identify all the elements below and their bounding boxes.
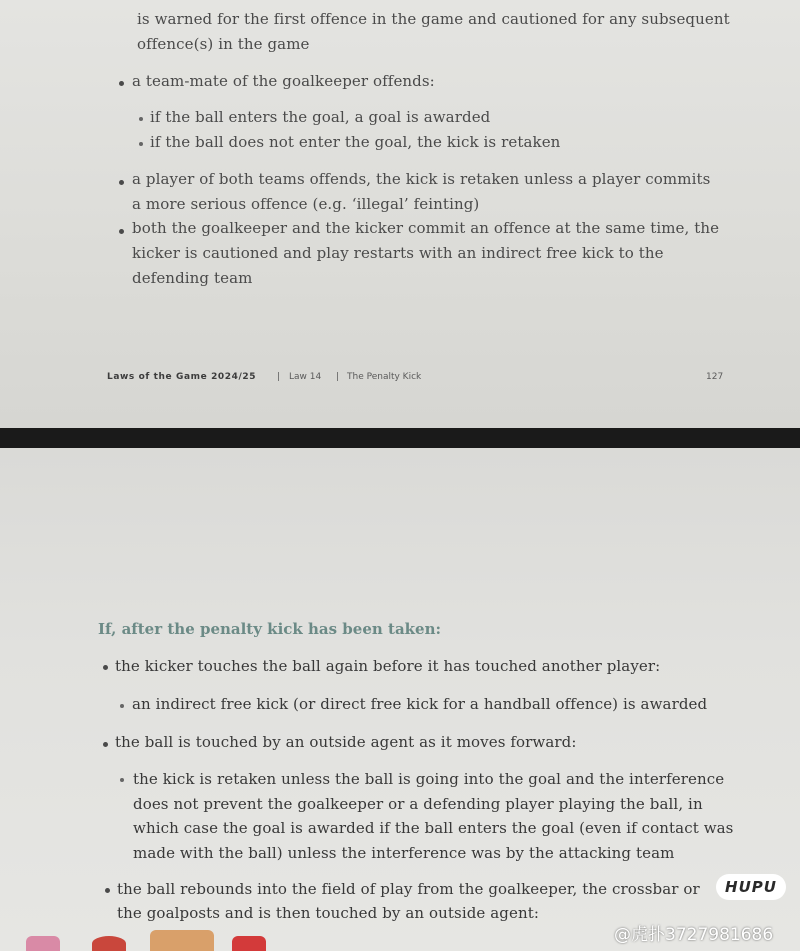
- bullet-icon: [119, 229, 124, 234]
- bullet-icon: [103, 742, 108, 747]
- text-line: the kicker touches the ball again before it has touched another player:: [115, 657, 661, 675]
- taskbar-app-icon[interactable]: [232, 936, 266, 951]
- text-line: which case the goal is awarded if the ball enters the goal (even if contact was: [133, 819, 734, 837]
- text-line: the goalposts and is then touched by an outside agent:: [117, 904, 540, 922]
- bullet-icon: [119, 81, 124, 86]
- bullet-icon: [119, 180, 124, 185]
- hupu-logo: HUPU: [716, 874, 786, 900]
- bullet-icon: [120, 778, 124, 782]
- page-divider: [0, 428, 800, 448]
- text-line: a more serious offence (e.g. ‘illegal’ feinting): [132, 195, 480, 213]
- footer-chapter-title: The Penalty Kick: [347, 372, 422, 382]
- text-line: if the ball enters the goal, a goal is awarded: [150, 108, 491, 126]
- bullet-icon: [105, 888, 110, 893]
- bullet-icon: [120, 704, 124, 708]
- text-line: both the goalkeeper and the kicker commit an offence at the same time, the: [132, 219, 720, 237]
- text-line: offence(s) in the game: [137, 35, 310, 53]
- footer-law: Law 14: [289, 372, 322, 382]
- page-number: 127: [706, 372, 724, 382]
- top-page: [0, 0, 800, 428]
- text-line: defending team: [132, 269, 253, 287]
- text-line: kicker is cautioned and play restarts with an indirect free kick to the: [132, 244, 664, 262]
- text-line: the ball is touched by an outside agent as it moves forward:: [115, 733, 577, 751]
- text-line: an indirect free kick (or direct free kick for a handball offence) is awarded: [132, 695, 708, 713]
- bullet-icon: [139, 142, 143, 146]
- text-line: the kick is retaken unless the ball is going into the goal and the interference: [133, 770, 725, 788]
- text-line: if the ball does not enter the goal, the kick is retaken: [150, 133, 561, 151]
- text-line: is warned for the first offence in the game and cautioned for any subsequent: [137, 10, 730, 28]
- taskbar-app-icon[interactable]: [150, 930, 214, 951]
- footer-separator: |: [277, 372, 281, 382]
- bullet-icon: [103, 665, 108, 670]
- text-line: the ball rebounds into the field of play from the goalkeeper, the crossbar or: [117, 880, 700, 898]
- browser-icon[interactable]: [92, 936, 126, 951]
- section-heading: If, after the penalty kick has been taken:: [98, 620, 442, 638]
- text-line: a team-mate of the goalkeeper offends:: [132, 72, 435, 90]
- watermark: @虎扑3727981686: [614, 925, 774, 945]
- bullet-icon: [139, 117, 143, 121]
- footer-separator: |: [336, 372, 340, 382]
- text-line: a player of both teams offends, the kick is retaken unless a player commits: [132, 170, 711, 188]
- taskbar-app-icon[interactable]: [26, 936, 60, 951]
- text-line: made with the ball) unless the interference was by the attacking team: [133, 844, 675, 862]
- footer-book-title: Laws of the Game 2024/25: [107, 372, 257, 382]
- text-line: does not prevent the goalkeeper or a defending player playing the ball, in: [133, 795, 703, 813]
